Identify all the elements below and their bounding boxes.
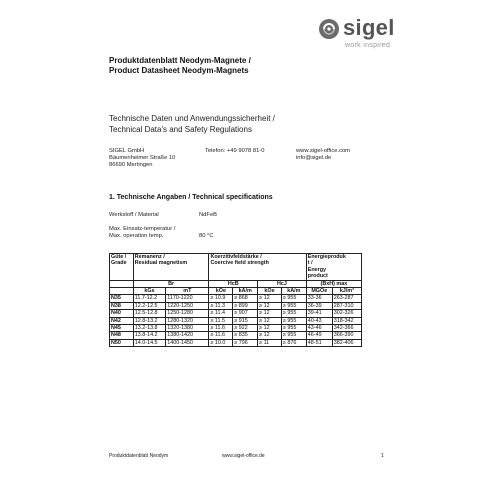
company-phone: Telefon: +49 9078 81-0: [205, 148, 265, 154]
company-street: Bäumenheimer Straße 10: [109, 155, 176, 162]
value-cell: 366-390: [332, 332, 361, 339]
unit-cell: kOe: [209, 288, 233, 295]
header-bh-max: (BxH) max: [306, 280, 361, 287]
value-cell: ≥ 955: [281, 295, 306, 302]
header-energy-line-2: t /: [307, 260, 313, 267]
value-cell: 342-366: [332, 325, 361, 332]
value-cell: ≥ 12: [258, 302, 282, 309]
value-cell: 14.0-14.5: [133, 339, 165, 346]
footer-doc-name: Produktdatenblatt Neodym: [109, 453, 169, 459]
value-cell: 1280-1320: [166, 317, 209, 324]
value-cell: ≥ 11.6: [209, 332, 233, 339]
header-remanence: [133, 254, 209, 281]
value-cell: 33-36: [306, 295, 332, 302]
value-cell: ≥ 12: [258, 317, 282, 324]
temperature-value: 80 °C: [199, 233, 214, 239]
logo-wordmark: sigel: [343, 15, 395, 40]
value-cell: 48-51: [306, 339, 332, 346]
header-coercive-line-2: Coercive field strength: [210, 260, 269, 267]
header-energy-line-3: Energy: [307, 266, 327, 273]
unit-cell: MGOe: [306, 288, 332, 295]
value-cell: ≥ 835: [233, 332, 258, 339]
table-row: [110, 332, 362, 339]
units-empty-cell: [110, 288, 134, 295]
grade-cell: N42: [110, 317, 134, 324]
subtitle-line-2: Technical Data's and Safety Regulations: [109, 124, 252, 134]
value-cell: 13.2-13.8: [133, 325, 165, 332]
value-cell: ≥ 10.0: [209, 339, 233, 346]
value-cell: ≥ 915: [233, 317, 258, 324]
value-cell: ≥ 899: [233, 302, 258, 309]
value-cell: ≥ 11.3: [209, 302, 233, 309]
value-cell: 263-287: [332, 295, 361, 302]
header-row-2: [110, 280, 362, 287]
value-cell: ≥ 876: [281, 339, 306, 346]
value-cell: 382-406: [332, 339, 361, 346]
spec-table-body: [110, 295, 362, 347]
value-cell: 1320-1380: [166, 325, 209, 332]
header-grade: [110, 254, 134, 281]
unit-cell: mT: [166, 288, 209, 295]
header-remanence-line-1: Remanenz /: [134, 254, 165, 260]
value-cell: 318-342: [332, 317, 361, 324]
grade-cell: N50: [110, 339, 134, 346]
header-coercive: [209, 254, 306, 281]
footer-website-link[interactable]: www.sigel-office.de: [222, 453, 265, 459]
grade-cell: N40: [110, 310, 134, 317]
unit-cell: kA/m: [281, 288, 306, 295]
value-cell: ≥ 10.9: [209, 295, 233, 302]
value-cell: ≥ 955: [281, 332, 306, 339]
logo-tagline: work inspired: [345, 42, 391, 49]
title-line-2: Product Datasheet Neodym-Magnets: [109, 66, 249, 75]
unit-cell: kGs: [133, 288, 165, 295]
header-coercive-line-1: Koerzitivfeldstärke /: [210, 254, 262, 260]
header-empty-cell: [110, 280, 134, 287]
value-cell: ≥ 955: [281, 325, 306, 332]
value-cell: 11.7-12.2: [133, 295, 165, 302]
table-row: [110, 295, 362, 302]
header-grade-line-2: Grade: [111, 260, 127, 267]
value-cell: ≥ 868: [233, 295, 258, 302]
value-cell: 46-49: [306, 332, 332, 339]
value-cell: 1380-1420: [166, 332, 209, 339]
temperature-label-line-1: Max. Einsatz-temperatur /: [109, 226, 176, 232]
value-cell: ≥ 955: [281, 317, 306, 324]
value-cell: 43-46: [306, 325, 332, 332]
company-name: SIGEL GmbH: [109, 148, 145, 154]
value-cell: 1170-1220: [166, 295, 209, 302]
header-grade-line-1: Güte /: [111, 254, 127, 260]
document-subtitle: [109, 114, 275, 135]
value-cell: ≥ 11.4: [209, 310, 233, 317]
value-cell: 1250-1280: [166, 310, 209, 317]
value-cell: 40-43: [306, 317, 332, 324]
company-city: 86690 Mertingen: [109, 162, 153, 169]
temperature-label-line-2: Max. operation temp.: [109, 233, 164, 240]
footer-page-number: 1: [381, 453, 384, 459]
value-cell: ≥ 907: [233, 310, 258, 317]
value-cell: ≥ 955: [281, 302, 306, 309]
company-email-link[interactable]: info@sigel.de: [296, 155, 332, 162]
header-hcb: HcB: [209, 280, 258, 287]
grade-cell: N45: [110, 325, 134, 332]
value-cell: ≥ 922: [233, 325, 258, 332]
table-row: [110, 325, 362, 332]
value-cell: ≥ 12: [258, 332, 282, 339]
sigel-swirl-icon: [318, 18, 340, 40]
value-cell: ≥ 12: [258, 325, 282, 332]
header-energy-line-4: product: [307, 273, 328, 280]
material-value: NdFeB: [199, 212, 218, 218]
value-cell: ≥ 11.5: [209, 317, 233, 324]
value-cell: ≥ 11.6: [209, 325, 233, 332]
spec-table: [109, 253, 362, 347]
value-cell: 39-41: [306, 310, 332, 317]
header-br: Br: [133, 280, 209, 287]
unit-cell: kOe: [258, 288, 282, 295]
header-energy: [306, 254, 361, 281]
unit-cell: kJ/m³: [332, 288, 361, 295]
value-cell: 13.8-14.2: [133, 332, 165, 339]
value-cell: ≥ 12: [258, 295, 282, 302]
material-label: Werkstoff / Material: [109, 212, 159, 218]
table-row: [110, 310, 362, 317]
grade-cell: N48: [110, 332, 134, 339]
value-cell: 1400-1450: [166, 339, 209, 346]
value-cell: 12.8-13.2: [133, 317, 165, 324]
value-cell: ≥ 11: [258, 339, 282, 346]
value-cell: 1220-1250: [166, 302, 209, 309]
header-energy-line-1: Energieproduk: [307, 254, 346, 260]
table-row: [110, 339, 362, 346]
subtitle-line-1: Technische Daten und Anwendungssicherheit /: [109, 114, 275, 123]
section-heading: 1. Technische Angaben / Technical specifications: [109, 194, 273, 201]
temperature-label: [109, 226, 175, 240]
value-cell: ≥ 796: [233, 339, 258, 346]
value-cell: 287-310: [332, 302, 361, 309]
table-row: [110, 317, 362, 324]
units-row: [110, 288, 362, 295]
table-row: [110, 302, 362, 309]
header-row-1: [110, 254, 362, 281]
header-hcj: HcJ: [258, 280, 307, 287]
grade-cell: N38: [110, 302, 134, 309]
company-contact: [296, 148, 350, 162]
value-cell: 302-326: [332, 310, 361, 317]
value-cell: 12.5-12.8: [133, 310, 165, 317]
value-cell: ≥ 12: [258, 310, 282, 317]
value-cell: 36-39: [306, 302, 332, 309]
company-website-link[interactable]: www.sigel-office.com: [296, 148, 351, 154]
value-cell: ≥ 955: [281, 310, 306, 317]
value-cell: 12.2-12.5: [133, 302, 165, 309]
unit-cell: kA/m: [233, 288, 258, 295]
grade-cell: N35: [110, 295, 134, 302]
document-title: [109, 56, 251, 76]
title-line-1: Produktdatenblatt Neodym-Magnete /: [109, 56, 251, 65]
company-address: [109, 148, 175, 170]
header-remanence-line-2: Residual magnetism: [134, 260, 188, 267]
